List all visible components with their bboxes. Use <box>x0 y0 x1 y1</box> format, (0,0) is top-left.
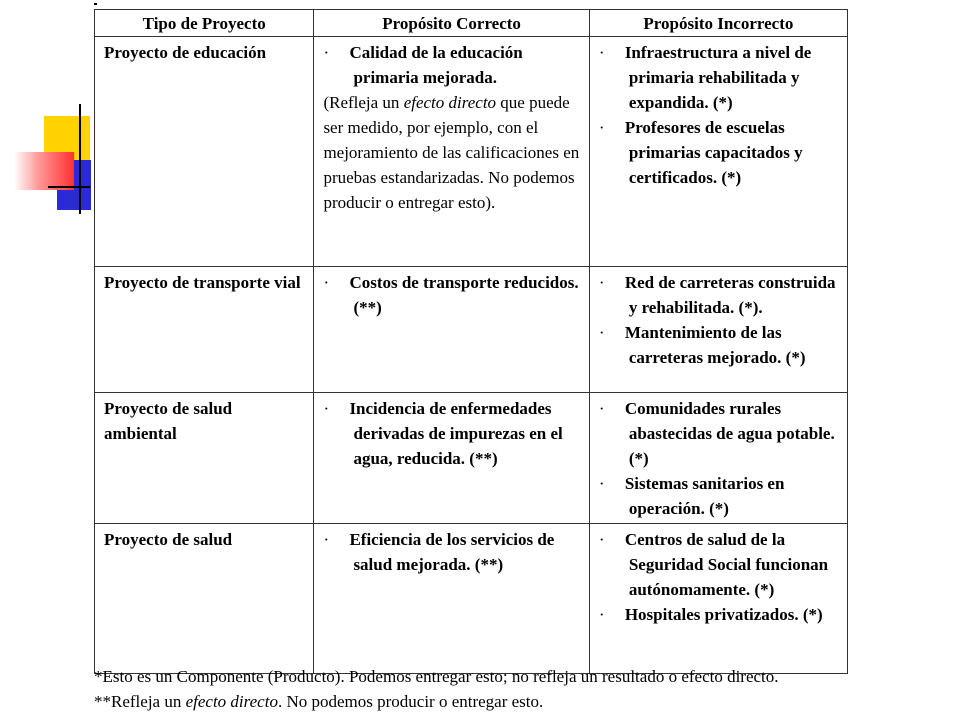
project-type-cell: Proyecto de educación <box>95 37 314 267</box>
table-row <box>95 393 848 524</box>
list-item: · Hospitales privatizados. (*) <box>599 602 839 627</box>
list-item: · Red de carreteras construida y rehabilitada. (*). <box>599 270 839 320</box>
bullet-icon: · <box>598 399 605 418</box>
correct-purpose-cell <box>314 393 589 524</box>
correct-purpose-note: (Refleja un efecto directo que puede ser medido, por ejemplo, con el mejoramiento de las calificaciones en pruebas estandarizadas. No podemos producir o entregar esto). <box>323 93 580 212</box>
footnote-component: *Esto es un Componente (Producto). Podemos entregar esto; no refleja un resultado o efecto directo. <box>94 667 779 686</box>
bullet-icon: · <box>323 399 330 418</box>
incorrect-purpose-cell <box>589 393 847 524</box>
bullet-icon: · <box>323 43 330 62</box>
bullet-icon: · <box>598 605 605 624</box>
bullet-icon: · <box>598 530 605 549</box>
footnotes <box>94 664 779 714</box>
bullet-icon: · <box>323 530 330 549</box>
bullet-icon: · <box>598 474 605 493</box>
table-row <box>95 37 848 267</box>
bullet-icon: · <box>598 323 605 342</box>
list-item: · Profesores de escuelas primarias capacitados y certificados. (*) <box>599 115 839 190</box>
bullet-icon: · <box>598 273 605 292</box>
incorrect-purpose-cell <box>589 524 847 674</box>
purpose-table <box>94 9 848 674</box>
list-item: · Centros de salud de la Seguridad Social funcionan autónomamente. (*) <box>599 527 839 602</box>
list-item: · Calidad de la educación primaria mejorada. <box>323 40 580 90</box>
decor-tick <box>94 3 97 5</box>
project-type-cell: Proyecto de salud ambiental <box>95 393 314 524</box>
list-item: · Infraestructura a nivel de primaria rehabilitada y expandida. (*) <box>599 40 839 115</box>
table-row <box>95 524 848 674</box>
bullet-icon: · <box>598 118 605 137</box>
incorrect-purpose-cell <box>589 267 847 393</box>
list-item: · Incidencia de enfermedades derivadas de impurezas en el agua, reducida. (**) <box>323 396 580 471</box>
list-item: · Mantenimiento de las carreteras mejorado. (*) <box>599 320 839 370</box>
correct-purpose-cell <box>314 524 589 674</box>
list-item: · Costos de transporte reducidos. (**) <box>323 270 580 320</box>
footnote-direct-effect: **Refleja un efecto directo. No podemos producir o entregar esto. <box>94 692 544 711</box>
list-item: · Comunidades rurales abastecidas de agua potable. (*) <box>599 396 839 471</box>
bullet-icon: · <box>323 273 330 292</box>
correct-purpose-cell <box>314 37 589 267</box>
project-type-cell: Proyecto de salud <box>95 524 314 674</box>
decor-vertical-line <box>79 104 81 214</box>
project-type-cell: Proyecto de transporte vial <box>95 267 314 393</box>
table-header-row <box>95 10 848 37</box>
correct-purpose-cell <box>314 267 589 393</box>
decor-horizontal-line <box>48 186 90 188</box>
bullet-icon: · <box>598 43 605 62</box>
header-correct-purpose: Propósito Correcto <box>314 10 589 37</box>
incorrect-purpose-cell <box>589 37 847 267</box>
decor-red-gradient <box>14 152 74 190</box>
header-incorrect-purpose: Propósito Incorrecto <box>589 10 847 37</box>
list-item: · Sistemas sanitarios en operación. (*) <box>599 471 839 521</box>
list-item: · Eficiencia de los servicios de salud mejorada. (**) <box>323 527 580 577</box>
table-row <box>95 267 848 393</box>
header-project-type: Tipo de Proyecto <box>95 10 314 37</box>
